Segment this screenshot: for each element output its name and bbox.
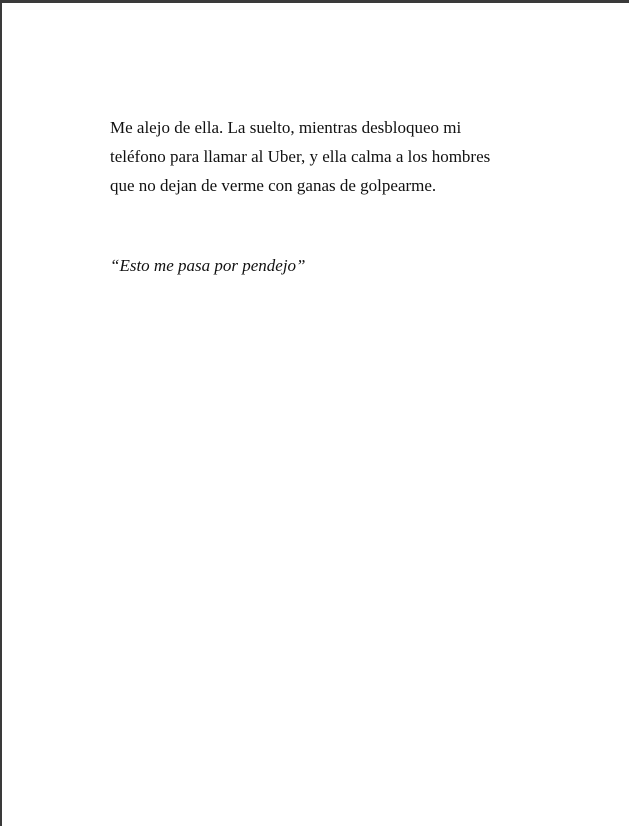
document-page xyxy=(2,3,629,826)
paragraph-line: que no dejan de verme con ganas de golpearme. xyxy=(110,176,437,195)
paragraph-line: teléfono para llamar al Uber, y ella calma a los hombres xyxy=(110,147,491,166)
italic-quote: “Esto me pasa por pendejo” xyxy=(110,256,306,275)
paragraph-line: Me alejo de ella. La suelto, mientras desbloqueo mi xyxy=(110,118,462,137)
body-paragraph xyxy=(110,113,550,200)
